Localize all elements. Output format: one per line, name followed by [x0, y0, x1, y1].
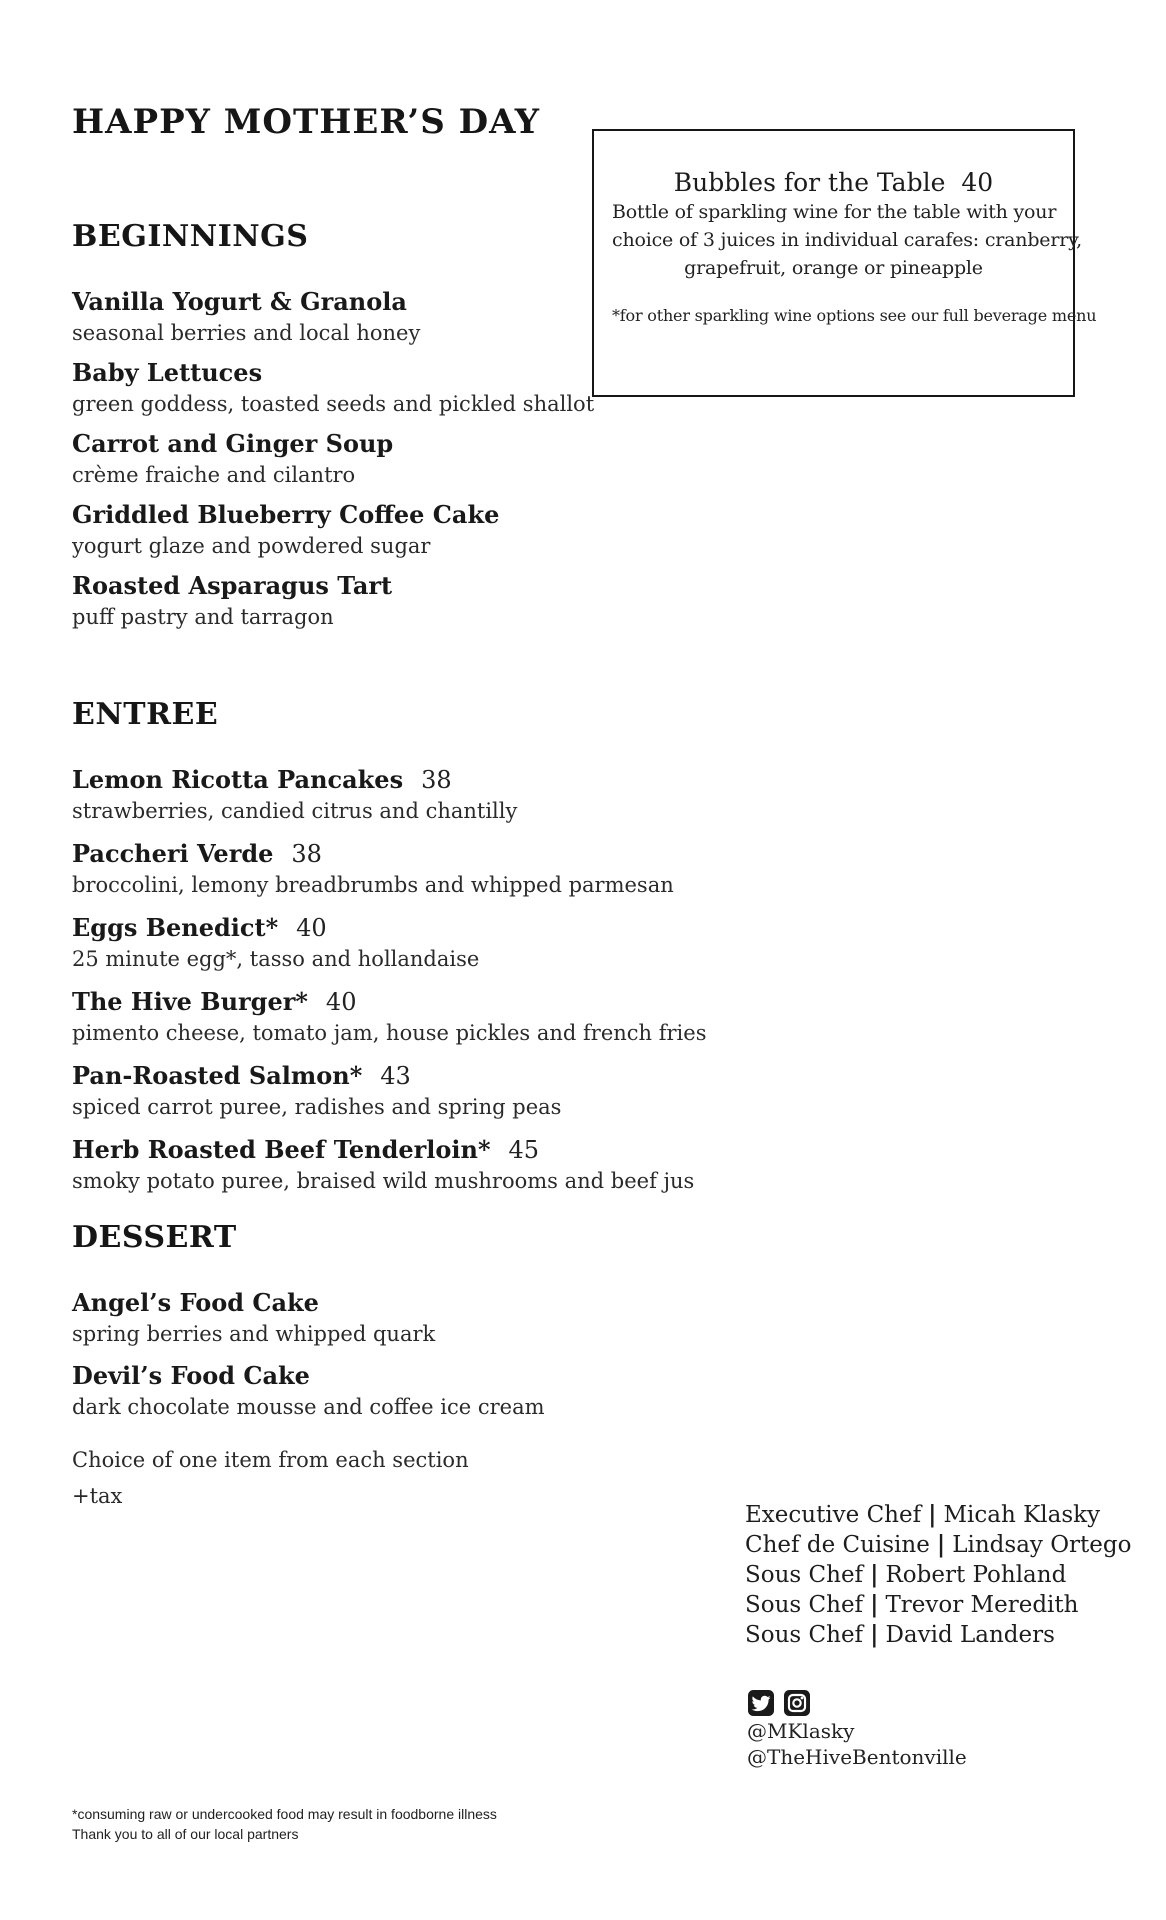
item-price: 43	[380, 1062, 411, 1090]
chef-role: Sous Chef	[745, 1562, 864, 1588]
chef-role: Chef de Cuisine	[745, 1532, 930, 1558]
section-heading: ENTREE	[72, 697, 219, 732]
menu-item	[72, 1135, 706, 1195]
item-description: pimento cheese, tomato jam, house pickles and french fries	[72, 1021, 707, 1045]
item-price: 38	[291, 840, 322, 868]
chef-line	[745, 1530, 1131, 1560]
item-price: 38	[421, 766, 452, 794]
item-description: strawberries, candied citrus and chantilly	[72, 799, 518, 823]
chef-name: David Landers	[885, 1622, 1055, 1648]
item-name: Vanilla Yogurt & Granola	[72, 287, 407, 316]
item-description: spring berries and whipped quark	[72, 1322, 436, 1346]
section-heading: BEGINNINGS	[72, 219, 309, 254]
note-tax: +tax	[72, 1484, 123, 1508]
bubbles-footnote: *for other sparkling wine options see our full beverage menu	[612, 306, 1097, 325]
item-description: spiced carrot puree, radishes and spring peas	[72, 1095, 562, 1119]
instagram-icon	[784, 1690, 810, 1716]
item-price: 40	[325, 988, 357, 1016]
item-description: seasonal berries and local honey	[72, 321, 421, 345]
chef-name: Micah Klasky	[943, 1502, 1101, 1528]
menu-item	[72, 1361, 545, 1421]
item-name: Eggs Benedict*	[72, 913, 279, 942]
section-entree	[72, 697, 706, 1209]
item-description: green goddess, toasted seeds and pickled shallot	[72, 392, 595, 416]
menu-item	[72, 571, 594, 631]
item-name: Lemon Ricotta Pancakes	[72, 765, 404, 794]
item-description: puff pastry and tarragon	[72, 605, 334, 629]
item-name: The Hive Burger*	[72, 987, 308, 1016]
item-name: Carrot and Ginger Soup	[72, 429, 394, 458]
footnote: Thank you to all of our local partners	[72, 1826, 299, 1842]
section-heading: DESSERT	[72, 1220, 237, 1255]
social-handles	[747, 1718, 967, 1770]
menu-item	[72, 1061, 706, 1121]
bubbles-box	[592, 129, 1097, 397]
bubbles-description-line: Bottle of sparkling wine for the table with your	[612, 201, 1057, 223]
item-description: crème fraiche and cilantro	[72, 463, 356, 487]
chef-name: Lindsay Ortego	[952, 1532, 1132, 1558]
chef-name: Trevor Meredith	[885, 1592, 1079, 1618]
menu-item	[72, 839, 706, 899]
chef-credits	[745, 1500, 1131, 1650]
social-icons	[748, 1690, 810, 1716]
item-description: yogurt glaze and powdered sugar	[72, 534, 431, 558]
menu-item	[72, 358, 594, 418]
pipe-separator: |	[928, 1501, 937, 1528]
twitter-icon	[748, 1690, 774, 1716]
chef-line	[745, 1590, 1131, 1620]
item-name: Baby Lettuces	[72, 358, 263, 387]
item-description: dark chocolate mousse and coffee ice cream	[72, 1395, 545, 1419]
menu-item	[72, 913, 706, 973]
chef-name: Robert Pohland	[885, 1562, 1067, 1588]
social-handle: @MKlasky	[747, 1719, 855, 1743]
chef-line	[745, 1620, 1131, 1650]
page-title: HAPPY MOTHER’S DAY	[72, 102, 541, 142]
item-price: 45	[508, 1136, 540, 1164]
bubbles-title-line	[612, 167, 1055, 198]
item-name: Pan-Roasted Salmon*	[72, 1061, 363, 1090]
menu-item	[72, 1288, 545, 1348]
item-name: Angel’s Food Cake	[72, 1288, 319, 1317]
item-name: Herb Roasted Beef Tenderloin*	[72, 1135, 491, 1164]
bubbles-title: Bubbles for the Table	[673, 168, 946, 197]
page-footer	[72, 1804, 497, 1844]
social-handle: @TheHiveBentonville	[747, 1745, 967, 1769]
item-description: 25 minute egg*, tasso and hollandaise	[72, 947, 480, 971]
section-beginnings	[72, 219, 594, 642]
item-description: smoky potato puree, braised wild mushrooms and beef jus	[72, 1169, 695, 1193]
menu-item	[72, 987, 706, 1047]
bubbles-description-line: grapefruit, orange or pineapple	[684, 257, 983, 279]
item-description: broccolini, lemony breadbrumbs and whipped parmesan	[72, 873, 674, 897]
menu-notes	[72, 1447, 469, 1509]
pipe-separator: |	[870, 1561, 879, 1588]
bubbles-price: 40	[961, 168, 994, 197]
menu-item	[72, 429, 594, 489]
item-price: 40	[296, 914, 327, 942]
chef-line	[745, 1560, 1131, 1590]
note-choice: Choice of one item from each section	[72, 1448, 469, 1472]
menu-item	[72, 500, 594, 560]
chef-line	[745, 1500, 1131, 1530]
chef-role: Executive Chef	[745, 1502, 922, 1528]
item-name: Paccheri Verde	[72, 839, 274, 868]
footnote: *consuming raw or undercooked food may result in foodborne illness	[72, 1806, 497, 1822]
item-name: Devil’s Food Cake	[72, 1361, 310, 1390]
item-name: Griddled Blueberry Coffee Cake	[72, 500, 500, 529]
chef-role: Sous Chef	[745, 1592, 864, 1618]
menu-item	[72, 765, 706, 825]
pipe-separator: |	[870, 1591, 879, 1618]
bubbles-description-line: choice of 3 juices in individual carafes: cranberry,	[612, 229, 1082, 251]
pipe-separator: |	[870, 1621, 879, 1648]
menu-item	[72, 287, 594, 347]
chef-role: Sous Chef	[745, 1622, 864, 1648]
pipe-separator: |	[936, 1531, 946, 1558]
section-dessert	[72, 1220, 545, 1434]
item-name: Roasted Asparagus Tart	[72, 571, 393, 600]
